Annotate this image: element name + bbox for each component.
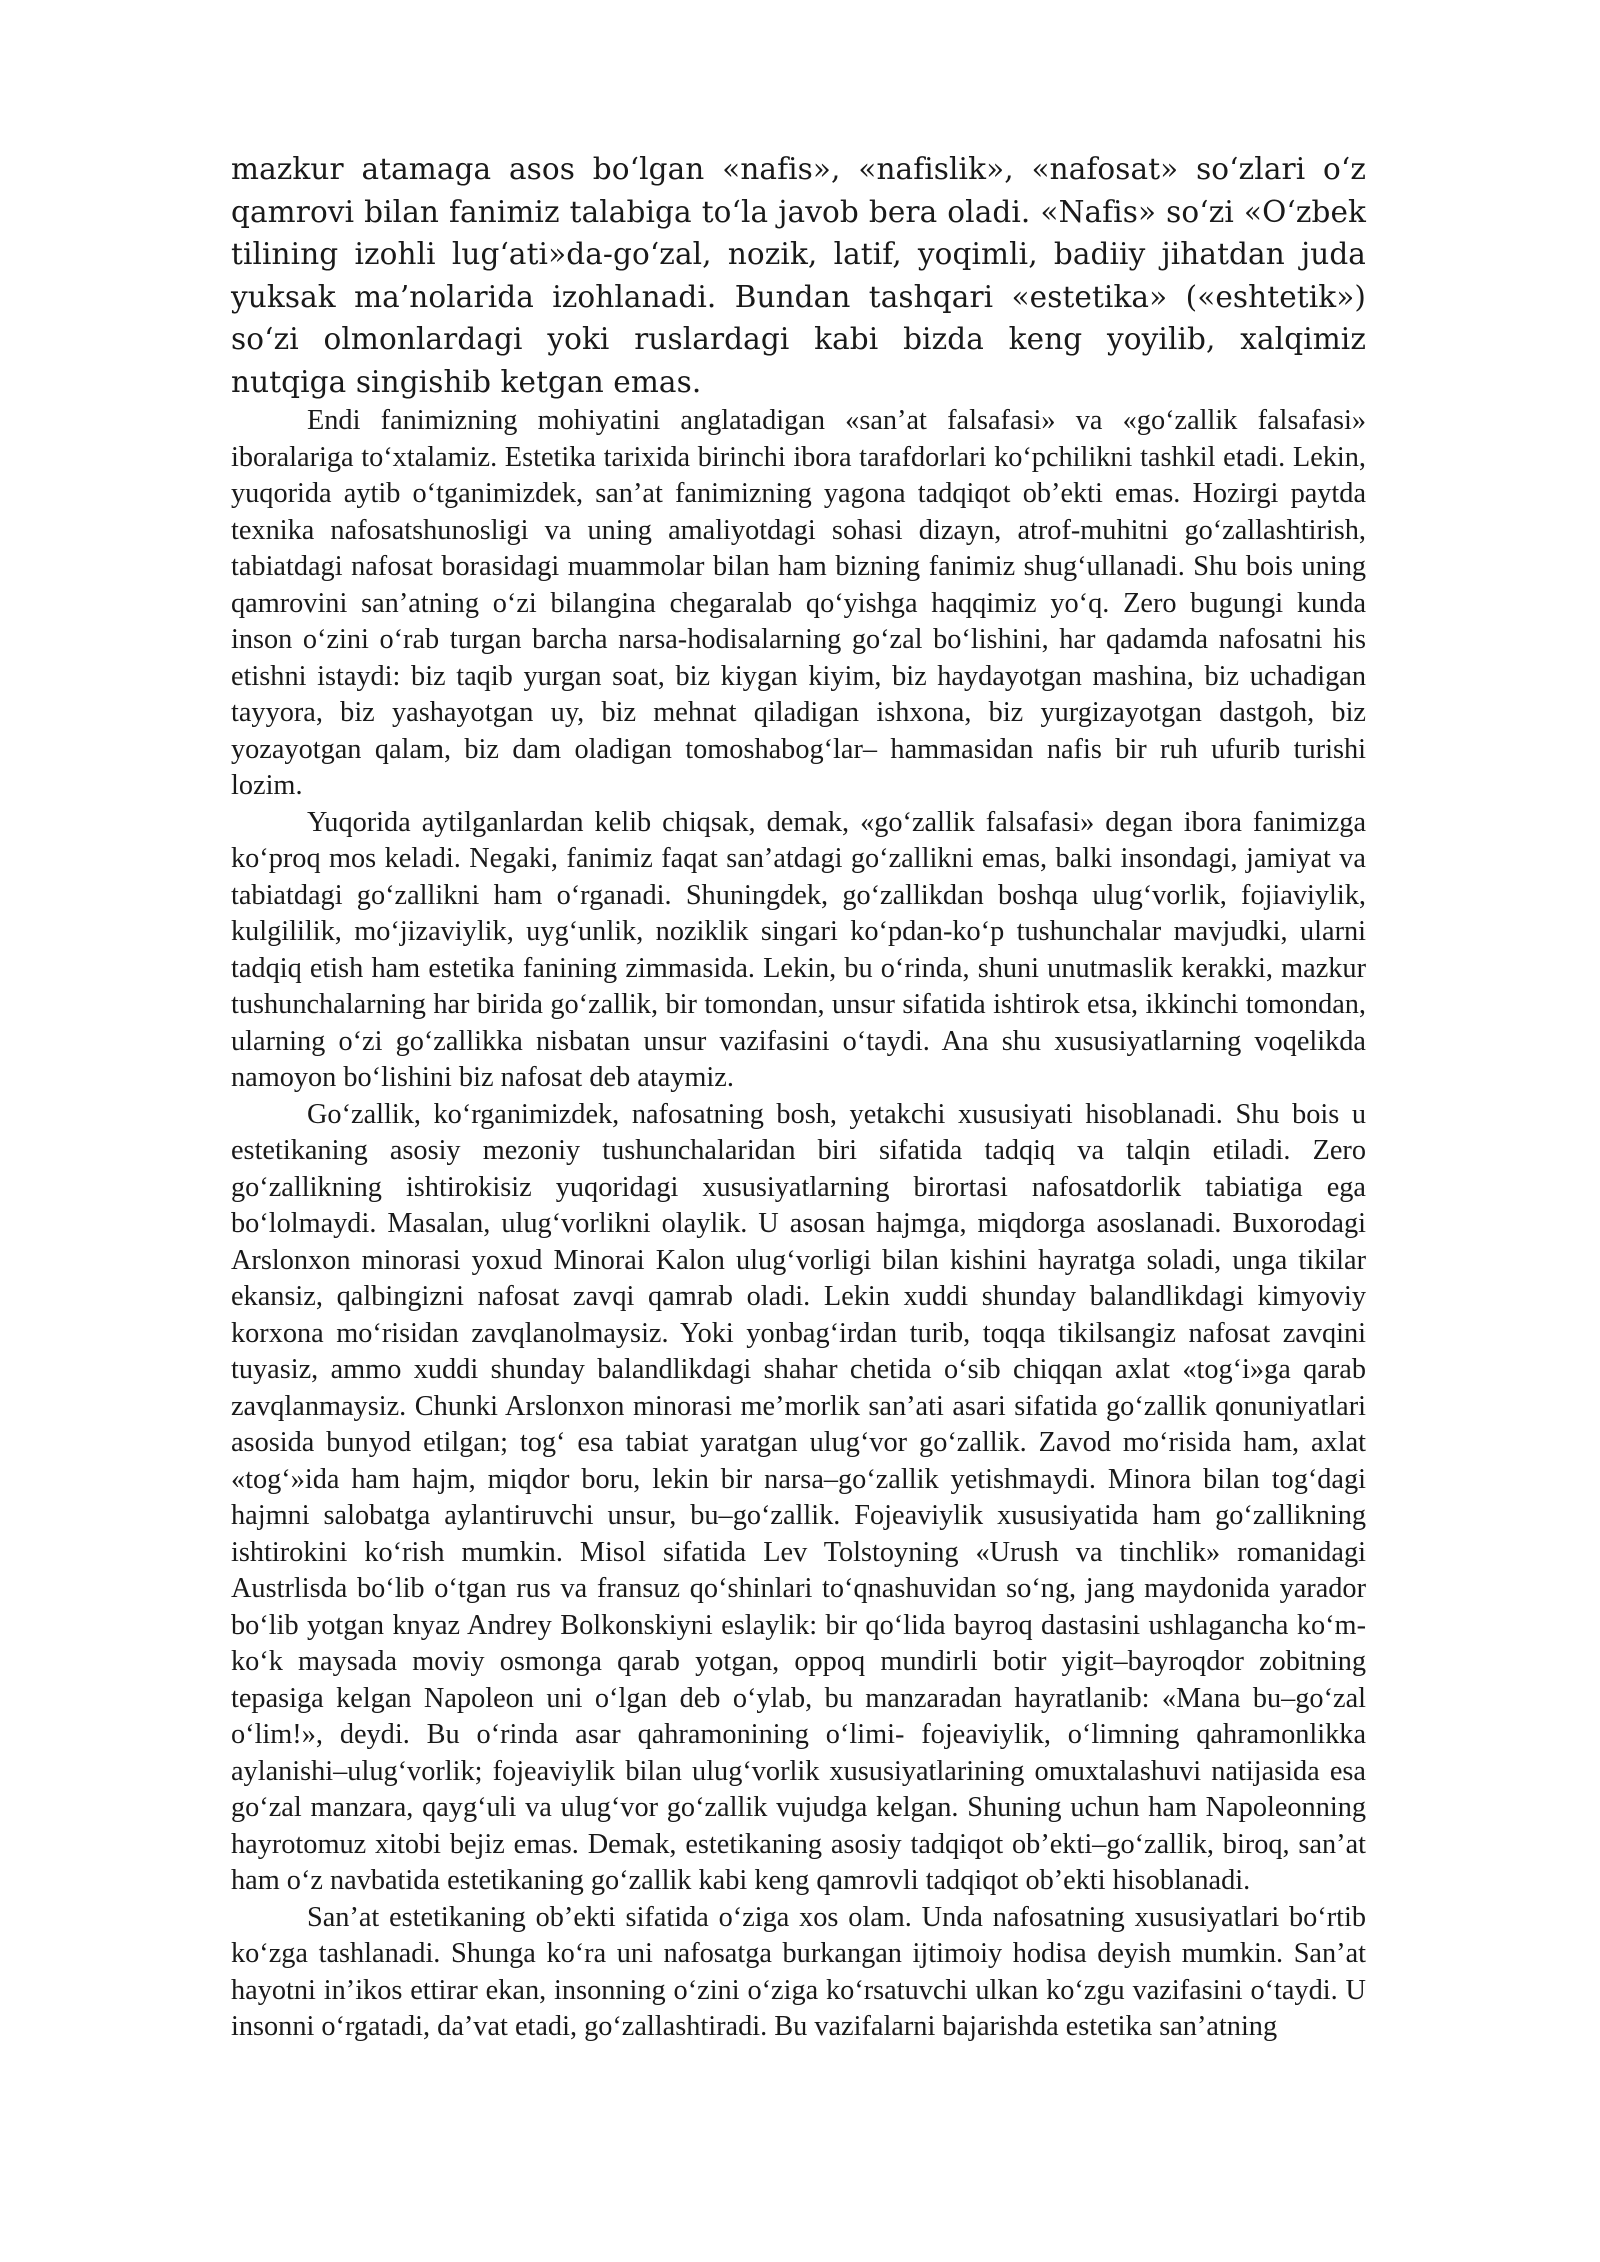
paragraph-1: Endi fanimizning mohiyatini anglatadigan «san’at falsafasi» va «go‘zallik falsafasi» iboralariga to‘xtalamiz. Estetika tarixida birinchi ibora tarafdorlari ko‘pchilikni tashkil etadi. Lekin, yuqorida aytib o‘tganimizdek, san’at fanimizning yagona tadqiqot ob’ekti emas. Hozirgi paytda texnika nafosatshunosligi va uning amaliyotdagi sohasi dizayn, atrof-muhitni go‘zallashtirish, tabiatdagi nafosat borasidagi muammolar bilan ham bizning fanimiz shug‘ullanadi. Shu bois uning qamrovini san’atning o‘zi bilangina chegaralab qo‘yishga haqqimiz yo‘q. Zero bugungi kunda inson o‘zini o‘rab turgan barcha narsa-hodisalarning go‘zal bo‘lishini, har qadamda nafosatni his etishni istaydi: biz taqib yurgan soat, biz kiygan kiyim, biz haydayotgan mashina, biz uchadigan tayyora, biz yashayotgan uy, biz mehnat qiladigan ishxona, biz yurgizayotgan dastgoh, biz yozayotgan qalam, biz dam oladigan tomoshabog‘lar– hammasidan nafis bir ruh ufurib turishi lozim. [231,405,1366,801]
paragraph-2: Yuqorida aytilganlardan kelib chiqsak, demak, «go‘zallik falsafasi» degan ibora fanimizga ko‘proq mos keladi. Negaki, fanimiz faqat san’atdagi go‘zallikni emas, balki insondagi, jamiyat va tabiatdagi go‘zallikni ham o‘rganadi. Shuningdek, go‘zallikdan boshqa ulug‘vorlik, fojiaviylik, kulgililik, mo‘jizaviylik, uyg‘unlik, noziklik singari ko‘pdan-ko‘p tushunchalar mavjudki, ularni tadqiq etish ham estetika fanining zimmasida. Lekin, bu o‘rinda, shuni unutmaslik kerakki, mazkur tushunchalarning har birida go‘zallik, bir tomondan, unsur sifatida ishtirok etsa, ikkinchi tomondan, ularning o‘zi go‘zallikka nisbatan unsur vazifasini o‘taydi. Ana shu xususiyatlarning voqelikda namoyon bo‘lishini biz nafosat deb ataymiz. [231,806,1366,1093]
document-page [231,148,1366,2046]
paragraph-4: San’at estetikaning ob’ekti sifatida o‘ziga xos olam. Unda nafosatning xususiyatlari bo‘rtib ko‘zga tashlanadi. Shunga ko‘ra uni nafosatga burkangan ijtimoiy hodisa deyish mumkin. San’at hayotni in’ikos ettirar ekan, insonning o‘zini o‘ziga ko‘rsatuvchi ulkan ko‘zgu vazifasini o‘taydi. U insonni o‘rgatadi, da’vat etadi, go‘zallashtiradi. Bu vazifalarni bajarishda estetika san’atning [231,1901,1366,2042]
intro-paragraph: mazkur atamaga asos bo‘lgan «nafis», «nafislik», «nafosat» so‘zlari o‘z qamrovi bilan fanimiz talabiga to‘la javob bera oladi. «Nafis» so‘zi «O‘zbek tilining izohli lug‘ati»da-go‘zal, nozik, latif, yoqimli, badiiy jihatdan juda yuksak ma’nolarida izohlanadi. Bundan tashqari «estetika» («eshtetik») so‘zi olmonlardagi yoki ruslardagi kabi bizda keng yoyilib, xalqimiz nutqiga singishib ketgan emas. [231,152,1366,399]
paragraph-3: Go‘zallik, ko‘rganimizdek, nafosatning bosh, yetakchi xususiyati hisoblanadi. Shu bois u estetikaning asosiy mezoniy tushunchalaridan biri sifatida tadqiq va talqin etiladi. Zero go‘zallikning ishtirokisiz yuqoridagi xususiyatlarning birortasi nafosatdorlik tabiatiga ega bo‘lolmaydi. Masalan, ulug‘vorlikni olaylik. U asosan hajmga, miqdorga asoslanadi. Buxorodagi Arslonxon minorasi yoxud Minorai Kalon ulug‘vorligi bilan kishini hayratga soladi, unga tikilar ekansiz, qalbingizni nafosat zavqi qamrab oladi. Lekin xuddi shunday balandlikdagi kimyoviy korxona mo‘risidan zavqlanolmaysiz. Yoki yonbag‘irdan turib, toqqa tikilsangiz nafosat zavqini tuyasiz, ammo xuddi shunday balandlikdagi shahar chetida o‘sib chiqqan axlat «tog‘i»ga qarab zavqlanmaysiz. Chunki Arslonxon minorasi me’morlik san’ati asari sifatida go‘zallik qonuniyatlari asosida bunyod etilgan; tog‘ esa tabiat yaratgan ulug‘vor go‘zallik. Zavod mo‘risida ham, axlat «tog‘»ida ham hajm, miqdor boru, lekin bir narsa–go‘zallik yetishmaydi. Minora bilan tog‘dagi hajmni salobatga aylantiruvchi unsur, bu–go‘zallik. Fojeaviylik xususiyatida ham go‘zallikning ishtirokini ko‘rish mumkin. Misol sifatida Lev Tolstoyning «Urush va tinchlik» romanidagi Austrlisda bo‘lib o‘tgan rus va fransuz qo‘shinlari to‘qnashuvidan so‘ng, jang maydonida yarador bo‘lib yotgan knyaz Andrey Bolkonskiyni eslaylik: bir qo‘lida bayroq dastasini ushlagancha ko‘m-ko‘k maysada moviy osmonga qarab yotgan, oppoq mundirli botir yigit–bayroqdor zobitning tepasiga kelgan Napoleon uni o‘lgan deb o‘ylab, bu manzaradan hayratlanib: «Mana bu–go‘zal o‘lim!», deydi. Bu o‘rinda asar qahramonining o‘limi- fojeaviylik, o‘limning qahramonlikka aylanishi–ulug‘vorlik; fojeaviylik bilan ulug‘vorlik xususiyatlarining omuxtalashuvi natijasida esa go‘zal manzara, qayg‘uli va ulug‘vor go‘zallik vujudga kelgan. Shuning uchun ham Napoleonning hayrotomuz xitobi bejiz emas. Demak, estetikaning asosiy tadqiqot ob’ekti–go‘zallik, biroq, san’at ham o‘z navbatida estetikaning go‘zallik kabi keng qamrovli tadqiqot ob’ekti hisoblanadi. [231,1098,1366,1896]
